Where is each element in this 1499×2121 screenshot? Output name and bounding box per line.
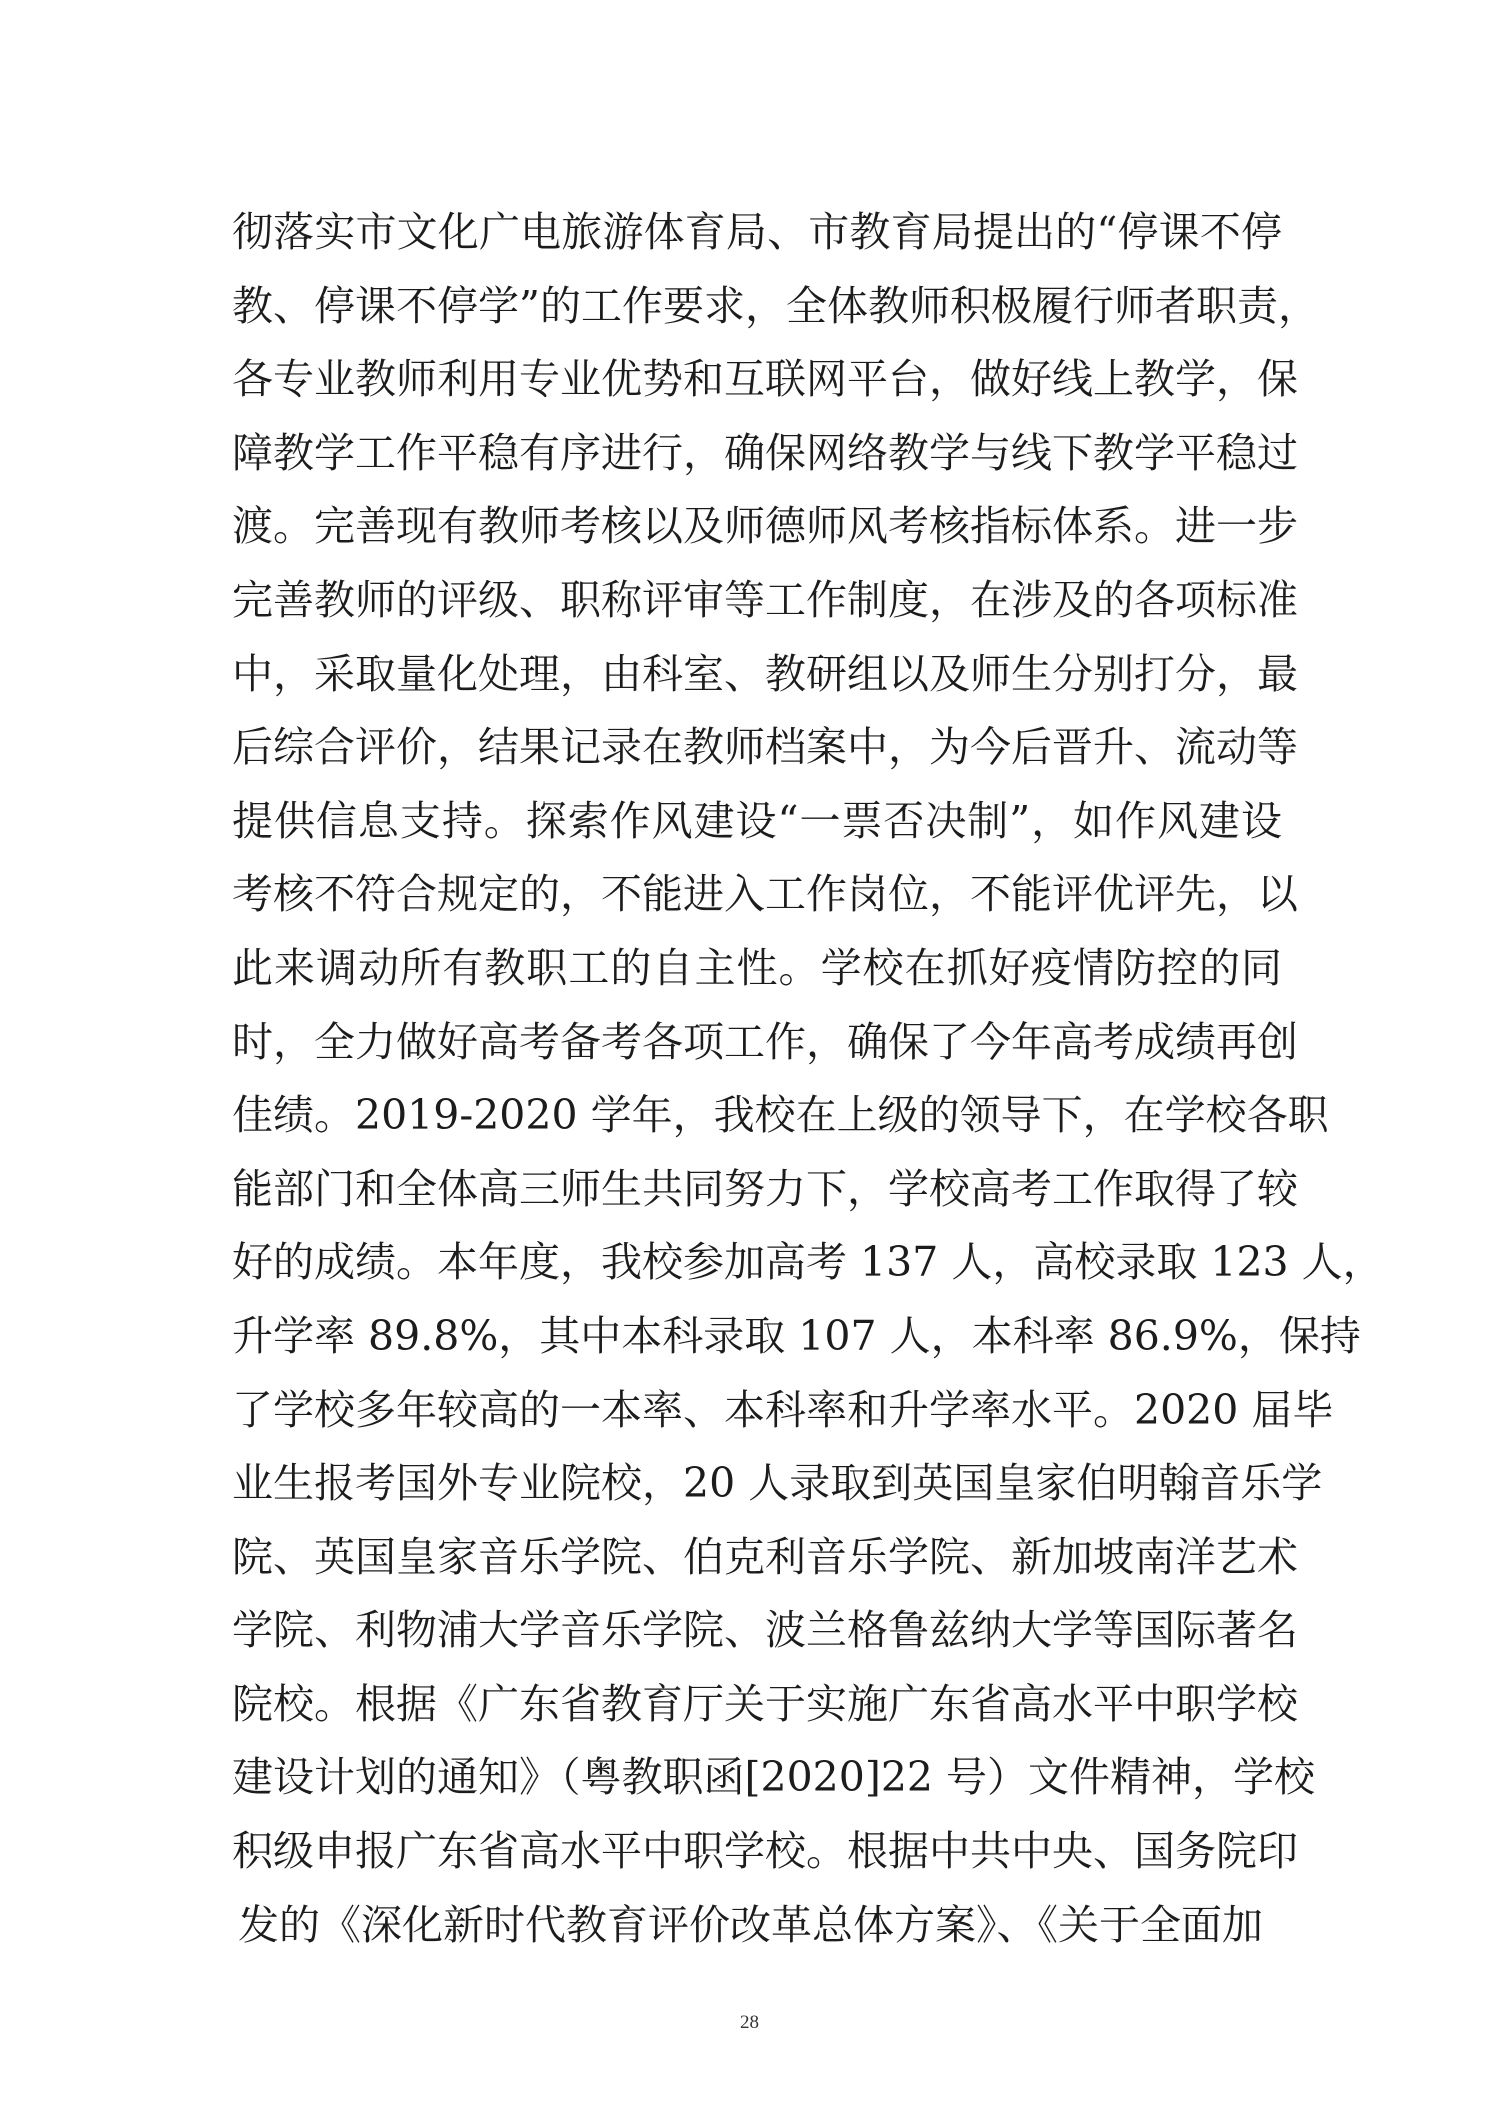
text-line: 建设计划的通知》（粤教职函[2020]22 号）文件精神，学校 [232,1753,1316,1802]
text-line: 此来调动所有教职工的自主性。学校在抓好疫情防控的同 [232,943,1282,992]
text-line: 佳绩。2019-2020 学年，我校在上级的领导下，在学校各职 [232,1091,1329,1140]
body-paragraph [232,196,1384,1962]
text-line: 好的成绩。本年度，我校参加高考 137 人，高校录取 123 人， [232,1238,1384,1287]
text-line: 学院、利物浦大学音乐学院、波兰格鲁兹纳大学等国际著名 [232,1606,1298,1655]
text-line: 教、停课不停学”的工作要求，全体教师积极履行师者职责， [232,281,1319,330]
text-line: 升学率 89.8%，其中本科录取 107 人，本科率 86.9%，保持 [232,1311,1361,1360]
text-line: 发的《深化新时代教育评价改革总体方案》、《关于全面加 [238,1900,1263,1949]
text-line: 中，采取量化处理，由科室、教研组以及师生分别打分，最 [232,649,1298,698]
text-line: 完善教师的评级、职称评审等工作制度，在涉及的各项标准 [232,575,1298,624]
text-line: 了学校多年较高的一本率、本科率和升学率水平。2020 届毕 [232,1385,1334,1434]
text-line: 后综合评价，结果记录在教师档案中，为今后晋升、流动等 [232,723,1298,772]
text-line: 考核不符合规定的，不能进入工作岗位，不能评优评先，以 [232,870,1298,919]
text-line: 业生报考国外专业院校，20 人录取到英国皇家伯明翰音乐学 [232,1459,1323,1508]
text-line: 各专业教师利用专业优势和互联网平台，做好线上教学，保 [232,355,1298,404]
text-line: 院校。根据《广东省教育厅关于实施广东省高水平中职学校 [232,1679,1298,1728]
text-line: 积级申报广东省高水平中职学校。根据中共中央、国务院印 [232,1827,1298,1876]
text-line: 渡。完善现有教师考核以及师德师风考核指标体系。进一步 [232,502,1298,551]
text-line: 时，全力做好高考备考各项工作，确保了今年高考成绩再创 [232,1017,1298,1066]
text-line: 能部门和全体高三师生共同努力下，学校高考工作取得了较 [232,1164,1298,1213]
text-line: 提供信息支持。探索作风建设“一票否决制”，如作风建设 [232,796,1282,845]
text-line: 彻落实市文化广电旅游体育局、市教育局提出的“停课不停 [232,208,1282,256]
page-number: 28 [740,2012,759,2033]
text-line: 院、英国皇家音乐学院、伯克利音乐学院、新加坡南洋艺术 [232,1532,1298,1581]
text-line: 障教学工作平稳有序进行，确保网络教学与线下教学平稳过 [232,428,1298,477]
